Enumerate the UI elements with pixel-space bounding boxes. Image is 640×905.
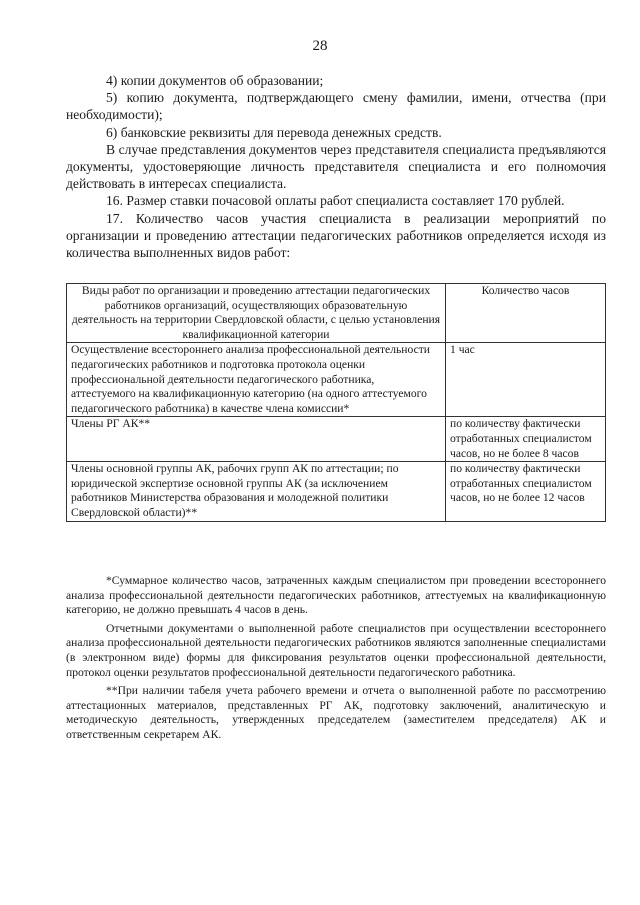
table-cell-work: Осуществление всестороннего анализа профессиональной деятельности педагогических работников и подготовка протокола оценки профессиональной деятельности педагогического работника, аттестуемого на квалификационную категорию (на одного аттестуемого педагогического работника) в качестве члена комиссии* xyxy=(67,343,446,417)
paragraph-17: 17. Количество часов участия специалиста в реализации мероприятий по организации и проведению аттестации педагогических работников определяется исходя из количества выполненных видов работ: xyxy=(66,210,606,261)
paragraph-16: 16. Размер ставки почасовой оплаты работ специалиста составляет 170 рублей. xyxy=(106,193,565,209)
footnote-reporting: Отчетными документами о выполненной работе специалистов при осуществлении всестороннего анализа профессиональной деятельности педагогических работников являются заполненные специалистами (в электронном виде) формы для фиксирования результатов оценки профессиональной деятельности, протокол оценки результатов профессиональной деятельности педагогического работника. xyxy=(66,621,606,679)
paragraph-item-4: 4) копии документов об образовании; xyxy=(106,73,324,88)
paragraph-representative: В случае представления документов через представителя специалиста предъявляются документы, удостоверяющие личность представителя специалиста и его полномочия действовать в интересах специалиста. xyxy=(66,141,606,192)
table-cell-hours: по количеству фактически отработанных специалистом часов, но не более 12 часов xyxy=(446,462,606,521)
table-cell-hours: 1 час xyxy=(446,343,606,417)
table-header-work-types: Виды работ по организации и проведению аттестации педагогических работников организаций, осуществляющих образовательную деятельность на территории Свердловской области, с целью установления квалификационной категории xyxy=(67,284,446,343)
table-row xyxy=(67,343,606,417)
paragraph-item-6: 6) банковские реквизиты для перевода денежных средств. xyxy=(106,124,442,140)
body-text xyxy=(66,72,606,261)
footnote-2: **При наличии табеля учета рабочего времени и отчета о выполненной работе по рассмотрению аттестационных материалов, представленных РГ АК, подготовку заключений, аналитическую и методическую деятельность, утвержденных председателем (заместителем председателя) АК и ответственным секретарем АК. xyxy=(66,684,606,741)
hours-table xyxy=(66,283,606,522)
footnote-1: *Суммарное количество часов, затраченных каждым специалистом при проведении всестороннего анализа профессиональной деятельности педагогических работников, аттестуемых на квалификационную категорию, не должно превышать 4 часов в день. xyxy=(66,574,606,617)
table-header-row xyxy=(67,284,606,343)
table-header-hours: Количество часов xyxy=(446,284,606,343)
table-row xyxy=(67,462,606,521)
footnotes xyxy=(66,574,606,747)
table-cell-hours: по количеству фактически отработанных специалистом часов, но не более 8 часов xyxy=(446,417,606,462)
paragraph-item-5: 5) копию документа, подтверждающего смену фамилии, имени, отчества (при необходимости); xyxy=(66,90,606,123)
table-row xyxy=(67,417,606,462)
page-number: 28 xyxy=(312,38,328,54)
table-cell-work: Члены основной группы АК, рабочих групп АК по аттестации; по юридической экспертизе основной группы АК (за исключением работников Министерства образования и молодежной политики Свердловской области)** xyxy=(67,462,446,521)
table-cell-work: Члены РГ АК** xyxy=(67,417,446,462)
